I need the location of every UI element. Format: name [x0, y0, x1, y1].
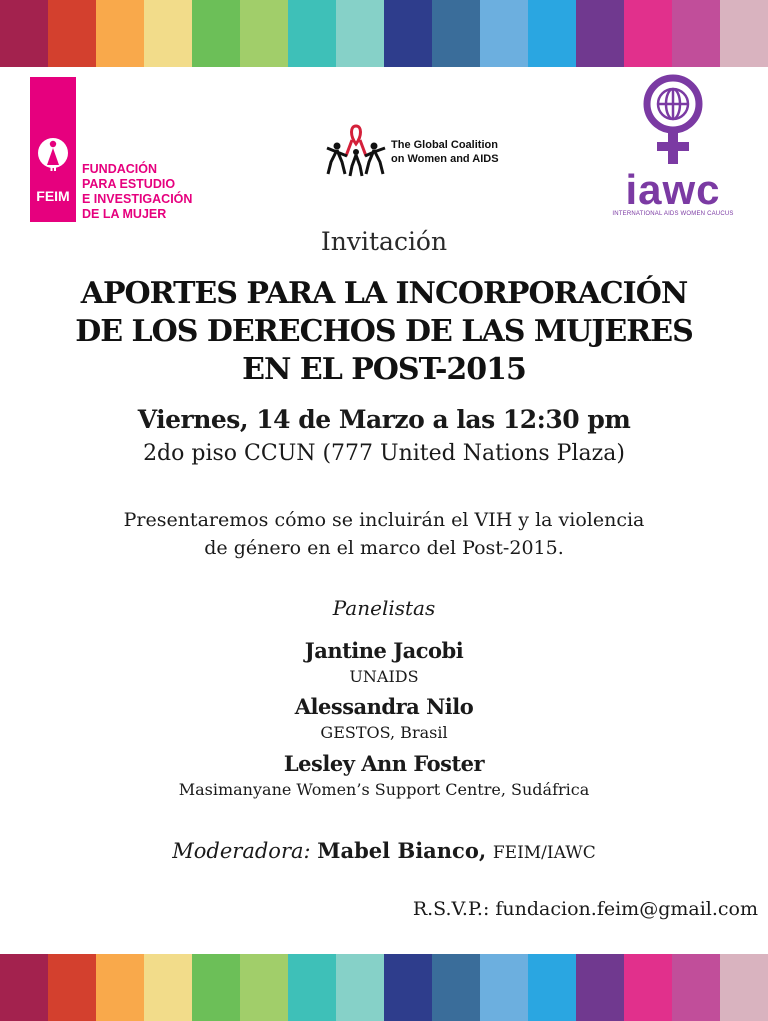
- stripe-block: [480, 0, 528, 67]
- feim-line: DE LA MUJER: [82, 207, 167, 221]
- stripe-block: [48, 954, 96, 1021]
- stripe-block: [528, 0, 576, 67]
- stripe-block: [576, 0, 624, 67]
- stripe-block: [96, 954, 144, 1021]
- panelist-name: Jantine Jacobi: [304, 638, 464, 663]
- panelist-org: GESTOS, Brasil: [320, 723, 448, 742]
- gcwa-logo: [325, 120, 505, 185]
- panelist-org: Masimanyane Women’s Support Centre, Sudáfrica: [178, 780, 590, 799]
- stripe-block: [144, 954, 192, 1021]
- moderator-label: Moderadora:: [172, 839, 311, 863]
- stripe-block: [624, 954, 672, 1021]
- feim-line: PARA ESTUDIO: [82, 177, 176, 191]
- stripe-block: [672, 954, 720, 1021]
- stripe-block: [624, 0, 672, 67]
- stripe-block: [192, 954, 240, 1021]
- stripe-block: [144, 0, 192, 67]
- feim-logo-label: FEIM: [36, 188, 70, 204]
- stripe-block: [384, 0, 432, 67]
- panelist-org: UNAIDS: [349, 667, 419, 686]
- stripe-block: [384, 954, 432, 1021]
- gcwa-people-ribbon-icon: [325, 122, 387, 180]
- moderator-org: FEIM/IAWC: [492, 843, 596, 863]
- stripe-block: [0, 954, 48, 1021]
- moderator-line: [0, 838, 768, 863]
- stripe-block: [240, 954, 288, 1021]
- stripe-block: [336, 0, 384, 67]
- stripe-block: [720, 0, 768, 67]
- stripe-block: [336, 954, 384, 1021]
- gcwa-line: The Global Coalition: [391, 139, 498, 151]
- stripe-block: [192, 0, 240, 67]
- gcwa-logo-text: [391, 138, 499, 166]
- event-venue: 2do piso CCUN (777 United Nations Plaza): [143, 441, 625, 466]
- stripe-block: [48, 0, 96, 67]
- stripe-block: [480, 954, 528, 1021]
- panelist-name: Lesley Ann Foster: [283, 751, 485, 776]
- stripe-block: [288, 954, 336, 1021]
- stripe-block: [432, 0, 480, 67]
- stripe-block: [528, 954, 576, 1021]
- panelists-label: Panelistas: [332, 596, 436, 620]
- event-title-line: APORTES PARA LA INCORPORACIÓN: [80, 276, 688, 311]
- stripe-block: [576, 954, 624, 1021]
- event-description: [0, 506, 768, 562]
- bottom-color-stripe: [0, 954, 768, 1021]
- stripe-block: [720, 954, 768, 1021]
- iawc-logo: [608, 74, 738, 224]
- event-title: [0, 275, 768, 389]
- feim-woman-icon: [35, 135, 71, 175]
- stripe-block: [0, 0, 48, 67]
- description-line: de género en el marco del Post-2015.: [204, 537, 564, 559]
- iawc-venus-globe-icon: [639, 74, 707, 166]
- feim-logo: [30, 77, 220, 227]
- event-date: Viernes, 14 de Marzo a las 12:30 pm: [137, 405, 631, 434]
- stripe-block: [240, 0, 288, 67]
- stripe-block: [672, 0, 720, 67]
- rsvp-contact: R.S.V.P.: fundacion.feim@gmail.com: [412, 898, 758, 920]
- stripe-block: [96, 0, 144, 67]
- stripe-block: [288, 0, 336, 67]
- panelist-name: Alessandra Nilo: [294, 694, 474, 719]
- invitation-heading: Invitación: [320, 227, 448, 256]
- description-line: Presentaremos cómo se incluirán el VIH y la violencia: [123, 509, 645, 531]
- gcwa-line: on Women and AIDS: [391, 153, 499, 165]
- event-title-line: DE LOS DERECHOS DE LAS MUJERES: [75, 314, 693, 349]
- iawc-logo-name: iawc: [625, 166, 721, 213]
- event-title-line: EN EL POST-2015: [242, 352, 526, 387]
- iawc-logo-subtitle: INTERNATIONAL AIDS WOMEN CAUCUS: [612, 211, 734, 217]
- feim-logo-text: [82, 162, 192, 222]
- stripe-block: [432, 954, 480, 1021]
- feim-line: E INVESTIGACIÓN: [82, 192, 193, 206]
- top-color-stripe: [0, 0, 768, 67]
- feim-line: FUNDACIÓN: [82, 162, 157, 176]
- moderator-name: Mabel Bianco,: [317, 838, 487, 863]
